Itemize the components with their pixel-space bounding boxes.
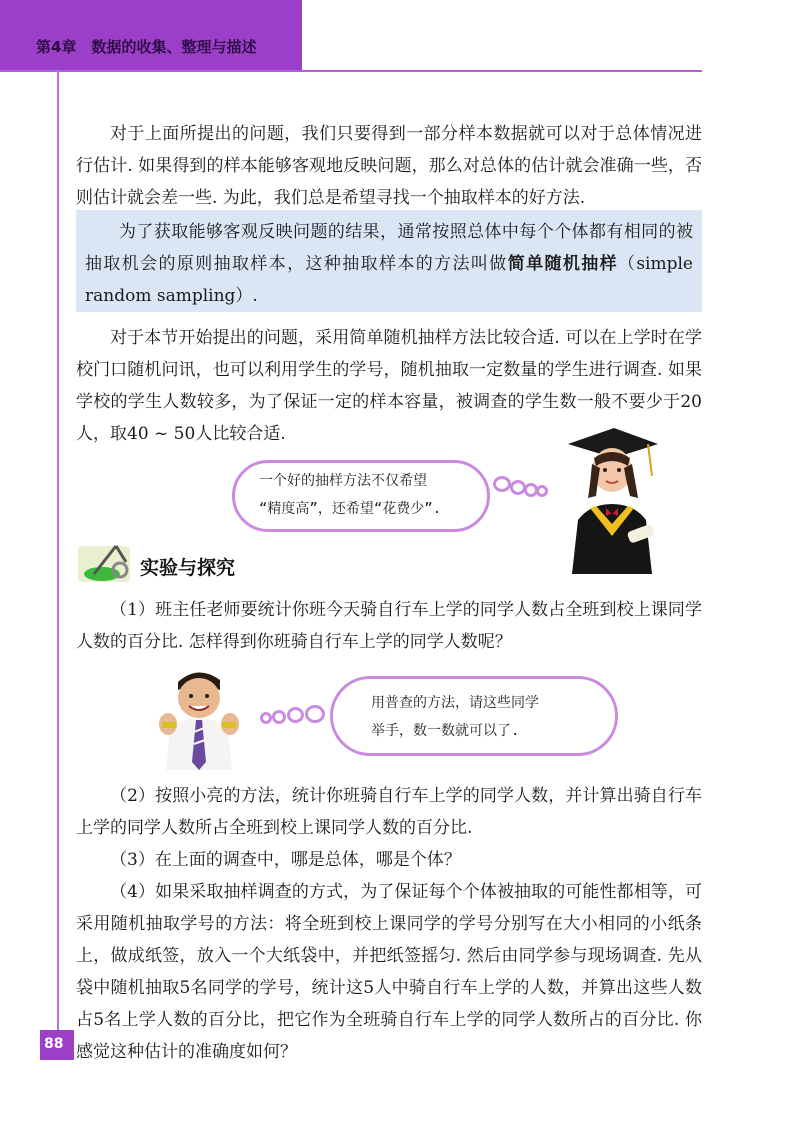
experiment-section-icon xyxy=(76,540,134,584)
thought-dot xyxy=(493,476,511,492)
definition-text-after: （simple random sampling）. xyxy=(85,254,693,306)
thought-dot xyxy=(260,712,272,724)
question-1: （1）班主任老师要统计你班今天骑自行车上学的同学人数占全班到校上课同学人数的百分比. 怎样得到你班骑自行车上学的同学人数呢？ xyxy=(76,600,702,652)
question-4: （4）如果采取抽样调查的方式，为了保证每个个体被抽取的可能性都相等，可采用随机抽取学号的方法：将全班到校上课同学的学号分别写在大小相同的小纸条上，做成纸签，放入一个大纸袋中，并把纸签摇匀. 然后由同学参与现场调查. 先从袋中随机抽取5名同学的学号，统计这5人中骑自行车上学的人数，并算出这些人数占5名上学人数的百分比，把它作为全班骑自行车上学的同学人数所占的百分比. 你感觉这种估计的准确度如何？ xyxy=(76,882,702,1062)
boy-thought-bubble xyxy=(330,676,618,756)
section-title: 实验与探究 xyxy=(140,557,236,579)
question-3: （3）在上面的调查中，哪是总体，哪是个体？ xyxy=(110,850,461,870)
girl-bubble-line-2: “精度高”，还希望“花费少”. xyxy=(259,501,442,517)
intro-paragraph: 对于上面所提出的问题，我们只要得到一部分样本数据就可以对于总体情况进行估计. 如果得到的样本能够客观地反映问题，那么对总体的估计就会准确一些，否则估计就会差一些. 为此，我们总是希望寻找一个抽取样本的好方法. xyxy=(76,124,702,208)
definition-text-before: 为了获取能够客观反映问题的结果，通常按照总体中每个个体都有相同的被抽取机会的原则抽取样本，这种抽取样本的方法叫做 xyxy=(85,222,693,274)
girl-bubble-line-1: 一个好的抽样方法不仅希望 xyxy=(259,473,427,489)
thought-dot xyxy=(305,705,325,723)
thought-dot xyxy=(272,710,286,724)
header-divider xyxy=(0,70,702,72)
boy-bubble-line-1: 用普查的方法，请这些同学 xyxy=(371,695,539,711)
definition-paragraph xyxy=(76,210,702,318)
boy-illustration xyxy=(158,662,240,770)
chapter-title: 第4章 数据的收集、整理与描述 xyxy=(36,38,257,56)
left-margin-rule xyxy=(57,70,59,1042)
thought-dot xyxy=(536,485,548,497)
chapter-header-bar xyxy=(0,0,302,70)
girl-thought-bubble xyxy=(232,460,490,532)
thought-dot xyxy=(287,707,304,723)
definition-term: 简单随机抽样 xyxy=(507,254,618,274)
application-paragraph: 对于本节开始提出的问题，采用简单随机抽样方法比较合适. 可以在上学时在学校门口随机问讯，也可以利用学生的学号，随机抽取一定数量的学生进行调查. 如果学校的学生人数较多，为了保证一定的样本容量，被调查的学生数一般不要少于20人，取40 ~ 50人比较合适. xyxy=(76,328,702,444)
boy-bubble-line-2: 举手，数一数就可以了. xyxy=(371,723,520,739)
question-2: （2）按照小亮的方法，统计你班骑自行车上学的同学人数，并计算出骑自行车上学的同学人数所占全班到校上课同学人数的百分比. xyxy=(76,786,702,838)
graduate-girl-illustration xyxy=(560,424,662,574)
page-number: 88 xyxy=(44,1036,64,1052)
definition-box xyxy=(76,210,702,312)
